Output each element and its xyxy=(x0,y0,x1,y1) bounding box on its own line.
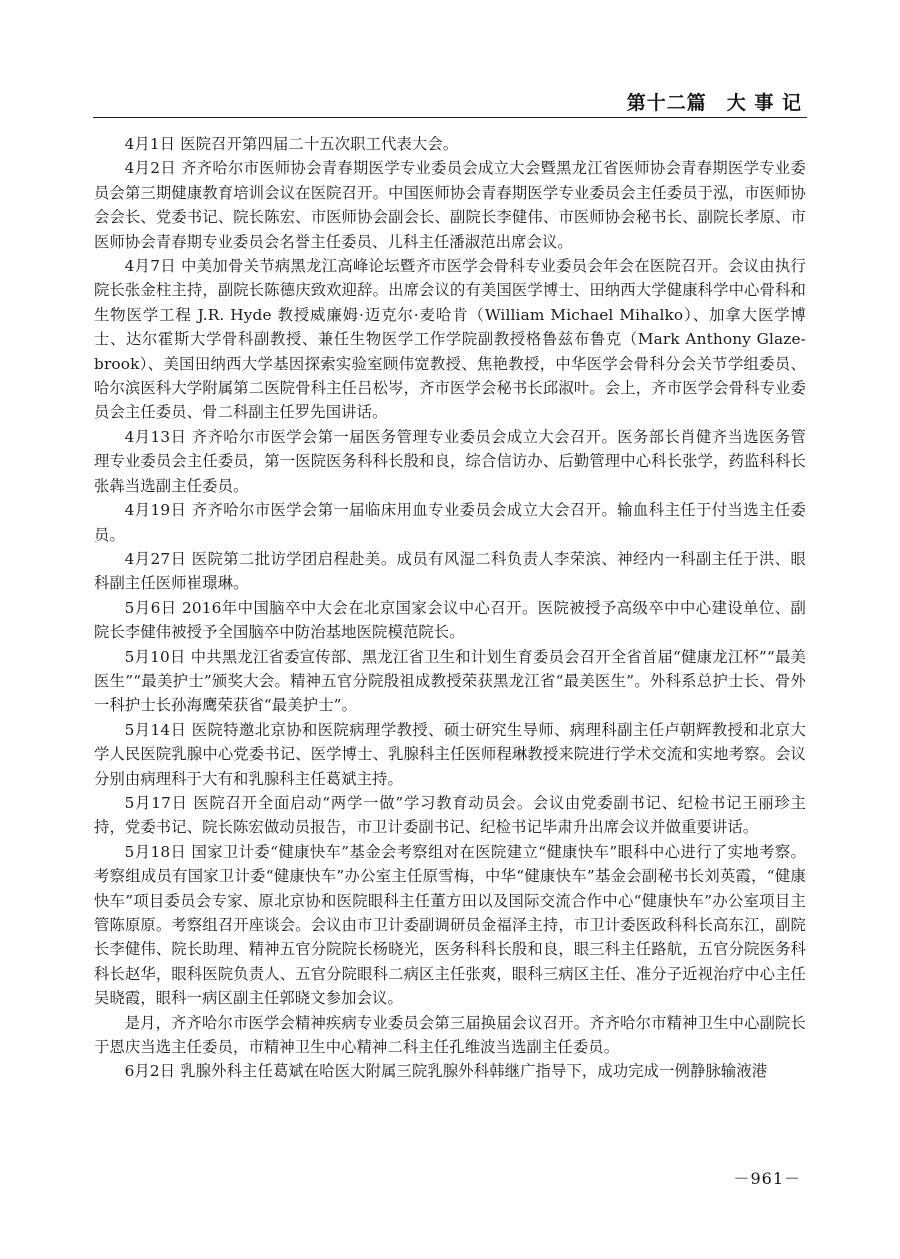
chronicle-entry: 4月2日 齐齐哈尔市医师协会青春期医学专业委员会成立大会暨黑龙江省医师协会青春期医学专业委员会第三期健康教育培训会议在医院召开。中国医师协会青春期医学专业委员会主任委员于泓，市医师协会会长、党委书记、院长陈宏、市医师协会副会长、副院长李健伟、市医师协会秘书长、副院长孝原、市医师协会青春期专业委员会名誉主任委员、儿科主任潘淑范出席会议。 xyxy=(94,159,806,251)
chronicle-entry: 6月2日 乳腺外科主任葛斌在哈医大附属三院乳腺外科韩继广指导下，成功完成一例静脉输液港 xyxy=(124,1062,768,1081)
chronicle-entry: 5月18日 国家卫计委“健康快车”基金会考察组对在医院建立“健康快车”眼科中心进行了实地考察。考察组成员有国家卫计委“健康快车”办公室主任原雪梅，中华“健康快车”基金会副秘书长刘英霞，“健康快车”项目委员会专家、原北京协和医院眼科主任董方田以及国际交流合作中心“健康快车”办公室项目主管陈原原。考察组召开座谈会。会议由市卫计委副调研员金福泽主持，市卫计委医政科科长高东江，副院长李健伟、院长助理、精神五官分院院长杨晓光，医务科科长殷和良，眼三科主任路航，五官分院医务科科长赵华，眼科医院负责人、五官分院眼科二病区主任张爽，眼科三病区主任、准分子近视治疗中心主任吴晓霞，眼科一病区副主任郭晓文参加会议。 xyxy=(94,842,806,1008)
chronicle-entry: 5月6日 2016年中国脑卒中大会在北京国家会议中心召开。医院被授予高级卒中中心建设单位、副院长李健伟被授予全国脑卒中防治基地医院模范院长。 xyxy=(94,598,806,642)
page-number: －961－ xyxy=(733,1169,801,1188)
chronicle-entry: 是月，齐齐哈尔市医学会精神疾病专业委员会第三届换届会议召开。齐齐哈尔市精神卫生中心副院长于恩庆当选主任委员，市精神卫生中心精神二科主任孔维波当选副主任委员。 xyxy=(94,1013,806,1057)
header-divider xyxy=(93,117,807,118)
chapter-title: 第十二篇 大 事 记 xyxy=(626,92,802,114)
chronicle-entry: 4月19日 齐齐哈尔市医学会第一届临床用血专业委员会成立大会召开。输血科主任于付当选主任委员。 xyxy=(94,501,806,544)
chronicle-entry: 4月13日 齐齐哈尔市医学会第一届医务管理专业委员会成立大会召开。医务部长肖健齐当选医务管理专业委员会主任委员，第一医院医务科科长殷和良，综合信访办、后勤管理中心科长张学，药监科科长张犇当选副主任委员。 xyxy=(94,427,806,495)
chronicle-entry: 4月7日 中美加骨关节病黑龙江高峰论坛暨齐市医学会骨科专业委员会年会在医院召开。会议由执行院长张金柱主持，副院长陈德庆致欢迎辞。出席会议的有美国医学博士、田纳西大学健康科学中心骨科和生物医学工程 J.R. Hyde 教授威廉姆·迈克尔·麦哈肯（William Michael Mihalko）、加拿大医学博士、达尔霍斯大学骨科副教授、兼任生物医学工作学院副教授格鲁兹布鲁克（Mark Anthony Glaze-brook）、美国田纳西大学基因探索实验室顾伟宽教授、焦艳教授，中华医学会骨科分会关节学组委员、哈尔滨医科大学附属第二医院骨科主任吕松岑，齐市医学会秘书长邱淑叶。会上，齐市医学会骨科专业委员会主任委员、骨二科副主任罗先国讲话。 xyxy=(94,257,806,422)
chronicle-entry: 4月27日 医院第二批访学团启程赴美。成员有风湿二科负责人李荣滨、神经内一科副主任于洪、眼科副主任医师崔璟琳。 xyxy=(94,549,806,593)
chronicle-body xyxy=(94,132,806,1084)
chronicle-entry: 5月17日 医院召开全面启动“两学一做”学习教育动员会。会议由党委副书记、纪检书记王丽珍主持，党委书记、院长陈宏做动员报告，市卫计委副书记、纪检书记毕肃升出席会议并做重要讲话。 xyxy=(94,793,806,837)
chronicle-entry: 5月14日 医院特邀北京协和医院病理学教授、硕士研究生导师、病理科副主任卢朝辉教授和北京大学人民医院乳腺中心党委书记、医学博士、乳腺科主任医师程琳教授来院进行学术交流和实地考察。会议分别由病理科于大有和乳腺科主任葛斌主持。 xyxy=(94,720,806,788)
chronicle-entry: 5月10日 中共黑龙江省委宣传部、黑龙江省卫生和计划生育委员会召开全省首届“健康龙江杯”“最美医生”“最美护士”颁奖大会。精神五官分院殷祖成教授荣获黑龙江省“最美医生”。外科系总护士长、骨外一科护士长孙海鹰荣获省“最美护士”。 xyxy=(94,647,806,715)
chronicle-entry: 4月1日 医院召开第四届二十五次职工代表大会。 xyxy=(124,135,459,153)
